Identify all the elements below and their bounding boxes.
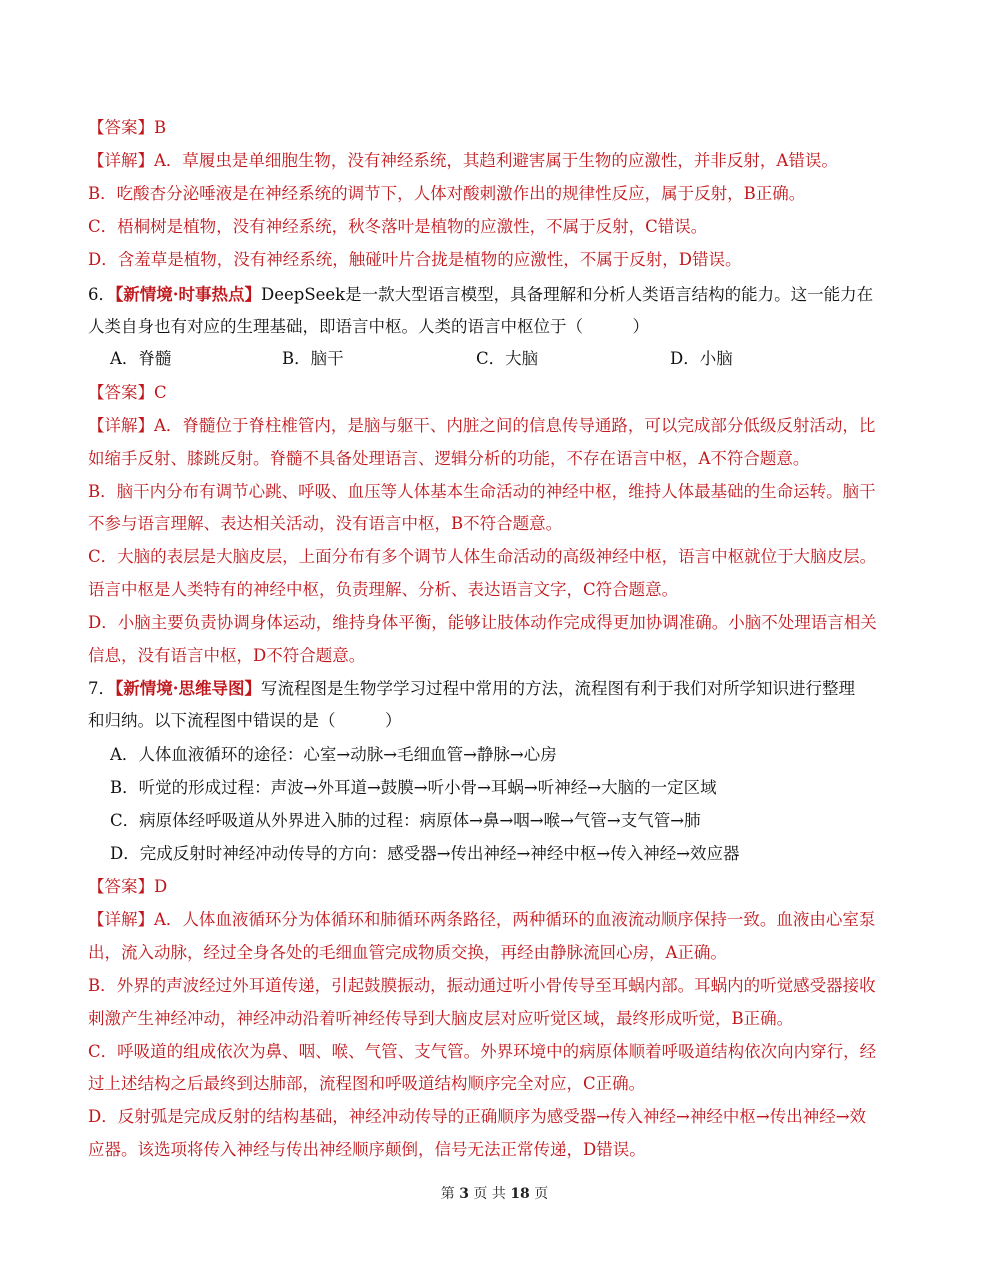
detail-6-d-1: D．小脑主要负责协调身体运动，维持身体平衡，能够让肢体动作完成得更加协调准确。小脑不处理语言相关 — [88, 613, 877, 632]
detail-7-c-2: 过上述结构之后最终到达肺部，流程图和呼吸道结构顺序完全对应，C正确。 — [88, 1074, 646, 1093]
question-text: 写流程图是生物学学习过程中常用的方法，流程图有利于我们对所学知识进行整理 — [261, 679, 855, 698]
question-7-option-a: A．人体血液循环的途径：心室→动脉→毛细血管→静脉→心房 — [110, 745, 557, 764]
detail-label: 【详解】 — [88, 910, 154, 929]
answer-5: 【答案】B — [88, 118, 167, 137]
detail-7-b-2: 刺激产生神经冲动，神经冲动沿着听神经传导到大脑皮层对应听觉区域，最终形成听觉，B正确。 — [88, 1009, 794, 1028]
option-b: B．脑干 — [282, 349, 344, 368]
detail-7-b-1: B．外界的声波经过外耳道传递，引起鼓膜振动，振动通过听小骨传导至耳蜗内部。耳蜗内的听觉感受器接收 — [88, 976, 876, 995]
current-page-number: 3 — [459, 1186, 469, 1202]
detail-6-a-2: 如缩手反射、膝跳反射。脊髓不具备处理语言、逻辑分析的功能，不存在语言中枢，A不符合题意。 — [88, 449, 810, 468]
detail-text: A．人体血液循环分为体循环和肺循环两条路径，两种循环的血液流动顺序保持一致。血液由心室泵 — [154, 910, 876, 929]
detail-label: 【详解】 — [88, 416, 154, 435]
total-page-number: 18 — [510, 1186, 530, 1202]
page-footer — [0, 1183, 989, 1203]
detail-6-a-1 — [88, 415, 908, 437]
footer-prefix: 第 — [440, 1186, 455, 1202]
footer-middle: 页 共 — [473, 1186, 506, 1202]
detail-label: 【详解】 — [88, 151, 154, 170]
question-7-line-2: 和归纳。以下流程图中错误的是（ ） — [88, 711, 402, 730]
question-text: DeepSeek是一款大型语言模型，具备理解和分析人类语言结构的能力。这一能力在 — [261, 285, 874, 304]
question-6-line-2: 人类自身也有对应的生理基础，即语言中枢。人类的语言中枢位于（ ） — [88, 317, 649, 336]
detail-6-c-1: C．大脑的表层是大脑皮层，上面分布有多个调节人体生命活动的高级神经中枢，语言中枢就位于大脑皮层。 — [88, 547, 877, 566]
detail-5-c: C．梧桐树是植物，没有神经系统，秋冬落叶是植物的应激性，不属于反射，C错误。 — [88, 217, 708, 236]
answer-6: 【答案】C — [88, 383, 167, 402]
question-6-line-1 — [88, 284, 908, 306]
detail-6-b-1: B．脑干内分布有调节心跳、呼吸、血压等人体基本生命活动的神经中枢，维持人体最基础的生命运转。脑干 — [88, 482, 876, 501]
detail-6-b-2: 不参与语言理解、表达相关活动，没有语言中枢，B不符合题意。 — [88, 514, 563, 533]
detail-text: A．脊髓位于脊柱椎管内，是脑与躯干、内脏之间的信息传导通路，可以完成部分低级反射活动，比 — [154, 416, 876, 435]
detail-7-a-2: 出，流入动脉，经过全身各处的毛细血管完成物质交换，再经由静脉流回心房，A正确。 — [88, 943, 727, 962]
detail-text: A．草履虫是单细胞生物，没有神经系统，其趋利避害属于生物的应激性，并非反射，A错误。 — [154, 151, 838, 170]
option-d: D．小脑 — [670, 349, 733, 368]
question-7-option-c: C．病原体经呼吸道从外界进入肺的过程：病原体→鼻→咽→喉→气管→支气管→肺 — [110, 811, 701, 830]
option-c: C．大脑 — [476, 349, 539, 368]
question-7-line-1 — [88, 678, 908, 700]
detail-6-c-2: 语言中枢是人类特有的神经中枢，负责理解、分析、表达语言文字，C符合题意。 — [88, 580, 679, 599]
question-7-option-b: B．听觉的形成过程：声波→外耳道→鼓膜→听小骨→耳蜗→听神经→大脑的一定区域 — [110, 778, 717, 797]
detail-5-b: B．吃酸杏分泌唾液是在神经系统的调节下，人体对酸刺激作出的规律性反应，属于反射，B正确。 — [88, 184, 806, 203]
question-7-option-d: D．完成反射时神经冲动传导的方向：感受器→传出神经→神经中枢→传入神经→效应器 — [110, 844, 740, 863]
question-number: 7． — [88, 679, 115, 698]
question-tag: 【新情境·思维导图】 — [115, 679, 261, 698]
detail-7-d-2: 应器。该选项将传入神经与传出神经顺序颠倒，信号无法正常传递，D错误。 — [88, 1140, 646, 1159]
detail-7-a-1 — [88, 909, 908, 931]
detail-6-d-2: 信息，没有语言中枢，D不符合题意。 — [88, 646, 366, 665]
footer-suffix: 页 — [534, 1186, 549, 1202]
question-tag: 【新情境·时事热点】 — [115, 285, 261, 304]
detail-7-c-1: C．呼吸道的组成依次为鼻、咽、喉、气管、支气管。外界环境中的病原体顺着呼吸道结构依次向内穿行，经 — [88, 1042, 877, 1061]
question-number: 6． — [88, 285, 115, 304]
detail-5-a — [88, 150, 908, 172]
detail-7-d-1: D．反射弧是完成反射的结构基础，神经冲动传导的正确顺序为感受器→传入神经→神经中枢→传出神经→效 — [88, 1107, 867, 1126]
option-a: A．脊髓 — [110, 349, 172, 368]
answer-7: 【答案】D — [88, 877, 168, 896]
detail-5-d: D．含羞草是植物，没有神经系统，触碰叶片合拢是植物的应激性，不属于反射，D错误。 — [88, 250, 742, 269]
